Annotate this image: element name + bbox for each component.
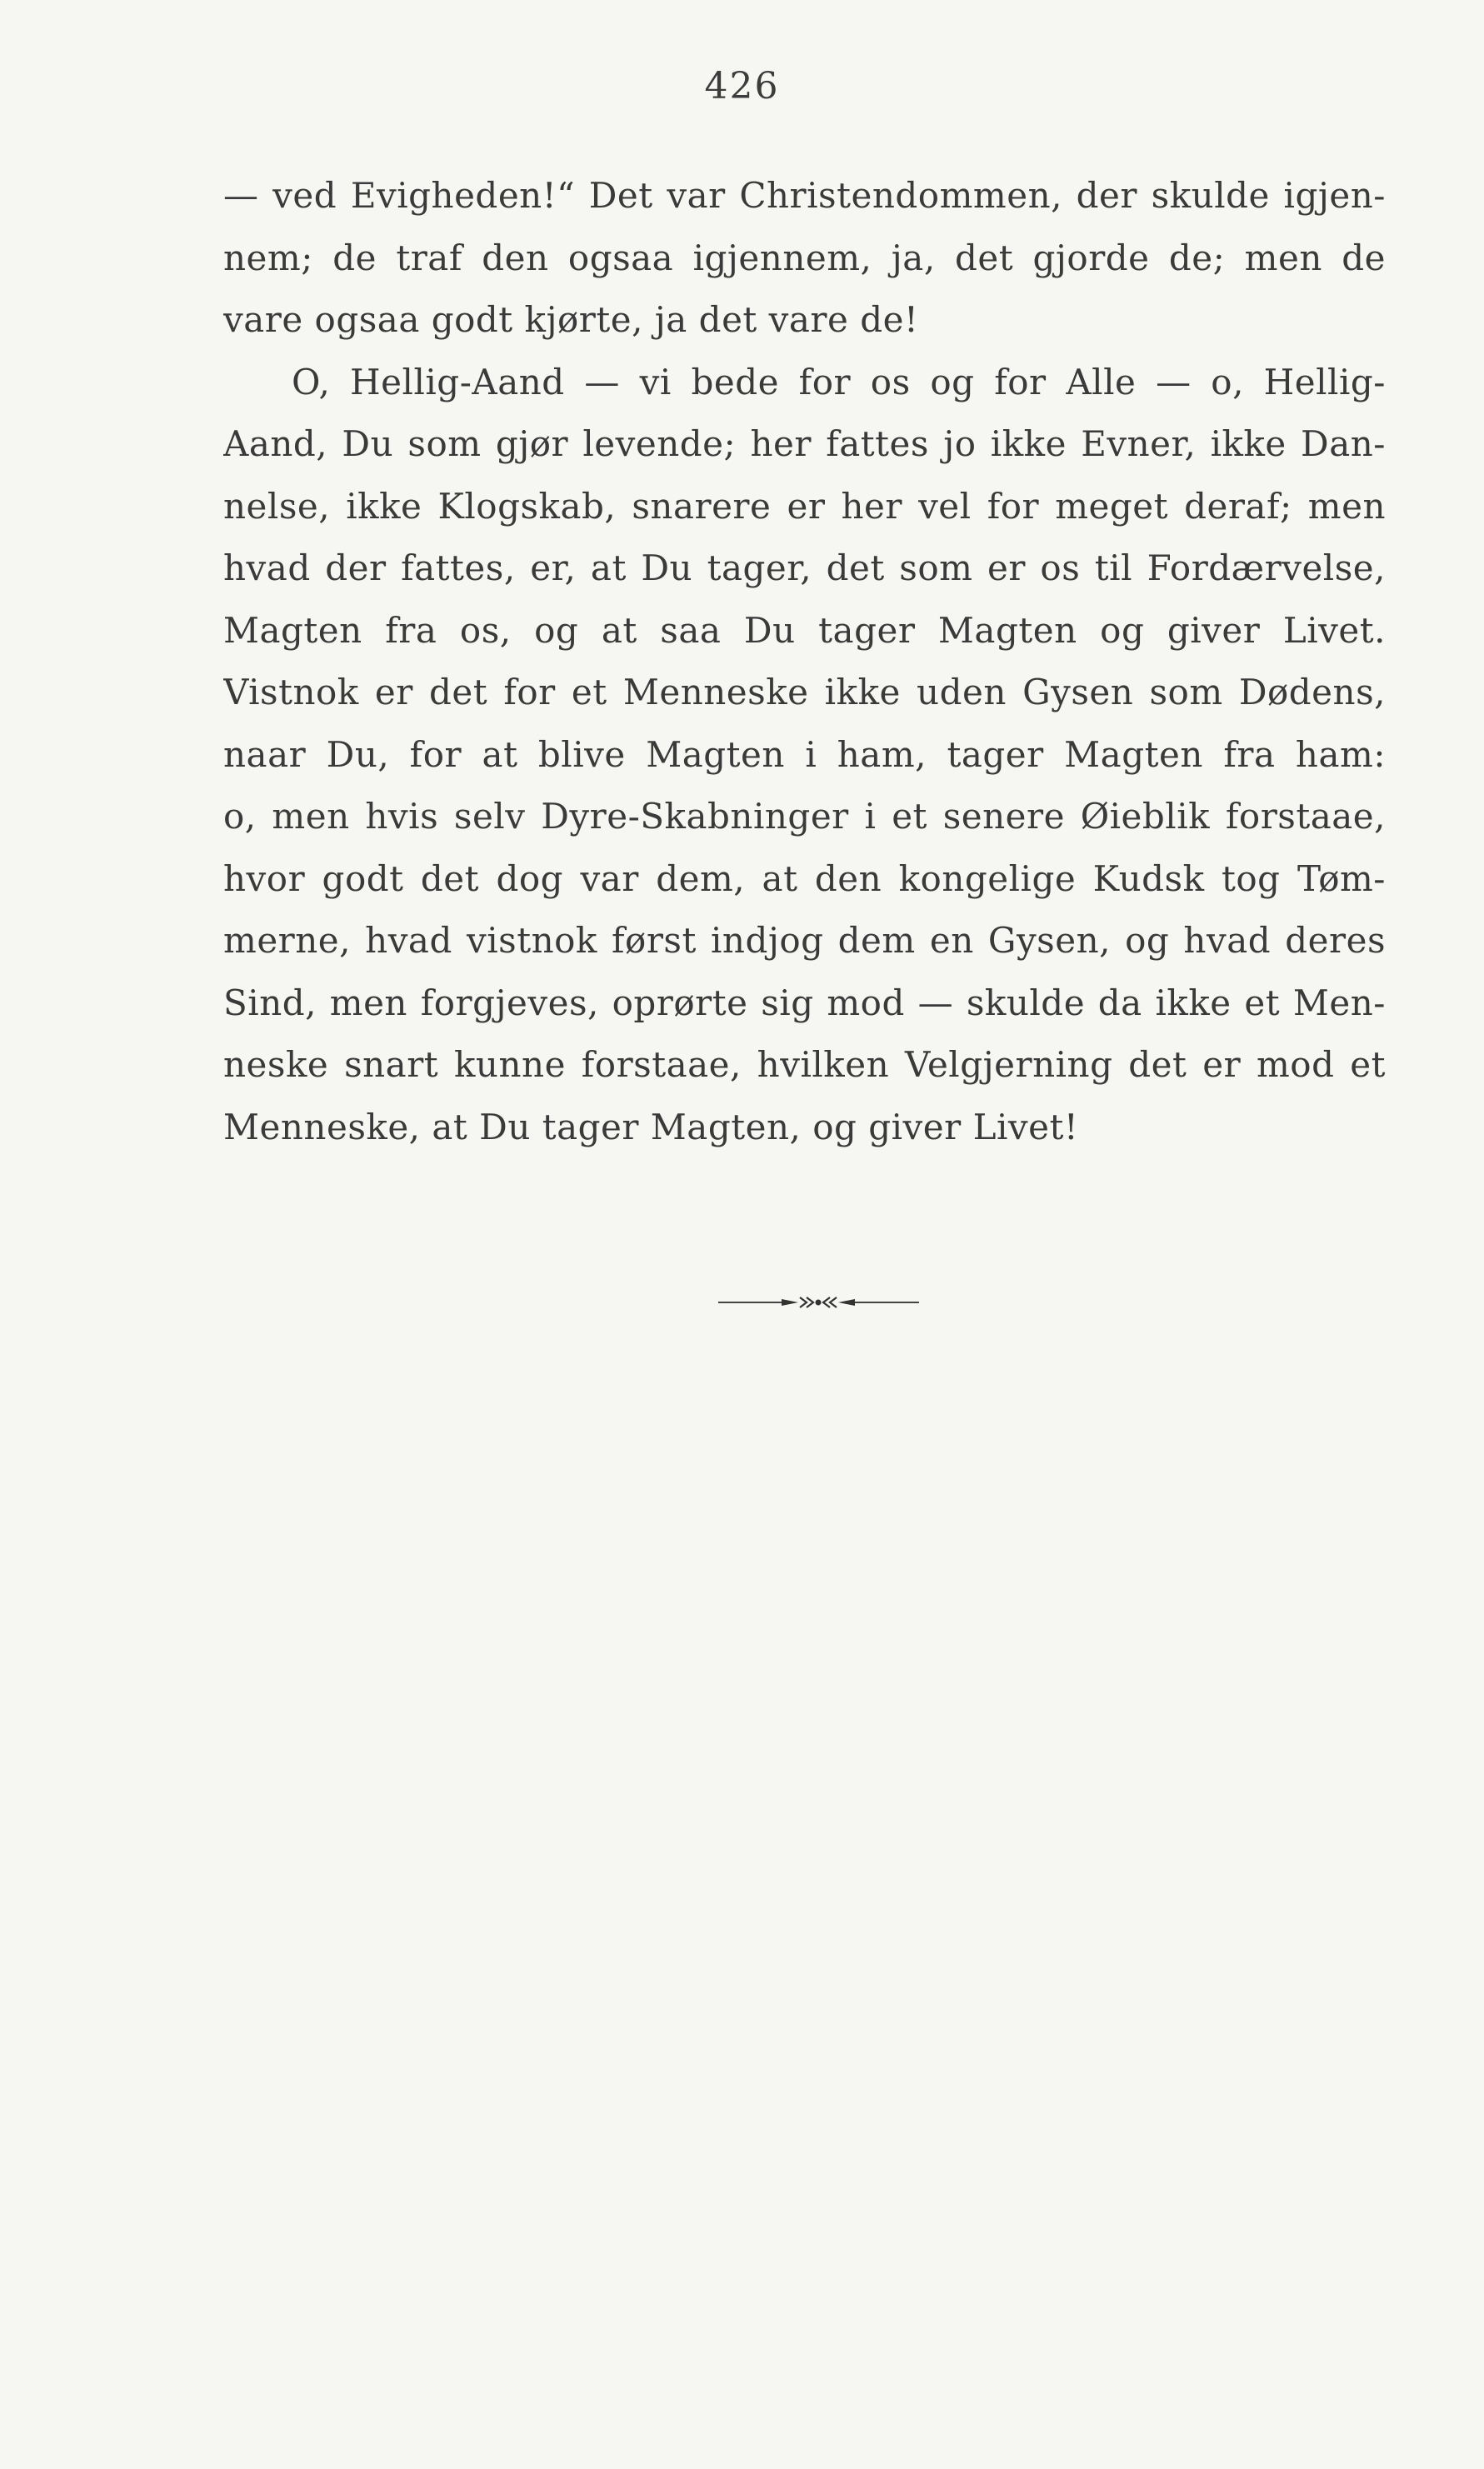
section-end-ornament <box>717 1290 921 1315</box>
text-line: vare ogsaa godt kjørte, ja det vare de! <box>223 299 919 340</box>
text-line: Magten fra os, og at saa Du tager Magten og giver Livet. <box>223 609 1386 651</box>
text-line: naar Du, for at blive Magten i ham, tager Magten fra ham: <box>223 733 1386 775</box>
text-line: Sind, men forgjeves, oprørte sig mod — skulde da ikke et Men- <box>223 982 1386 1023</box>
text-line: nem; de traf den ogsaa igjennem, ja, det gjorde de; men de <box>223 237 1386 278</box>
text-line: merne, hvad vistnok først indjog dem en Gysen, og hvad deres <box>223 920 1386 961</box>
text-line: nelse, ikke Klogskab, snarere er her vel for meget deraf; men <box>223 485 1386 527</box>
text-line: hvad der fattes, er, at Du tager, det som er os til Fordærvelse, <box>223 547 1386 588</box>
text-line: Aand, Du som gjør levende; her fattes jo ikke Evner, ikke Dan- <box>223 423 1386 464</box>
text-line: Menneske, at Du tager Magten, og giver Livet! <box>223 1106 1079 1147</box>
body-text <box>223 165 1386 1158</box>
page-number: 426 <box>704 65 780 107</box>
text-line: hvor godt det dog var dem, at den kongelige Kudsk tog Tøm- <box>223 857 1386 899</box>
text-line: — ved Evigheden!“ Det var Christendommen, der skulde igjen- <box>223 175 1386 216</box>
text-line: o, men hvis selv Dyre-Skabninger i et senere Øieblik forstaae, <box>223 796 1386 837</box>
text-line: Vistnok er det for et Menneske ikke uden Gysen som Dødens, <box>223 672 1386 712</box>
text-line: O, Hellig-Aand — vi bede for os og for Alle — o, Hellig- <box>292 361 1386 402</box>
text-line: neske snart kunne forstaae, hvilken Velgjerning det er mod et <box>223 1044 1386 1085</box>
